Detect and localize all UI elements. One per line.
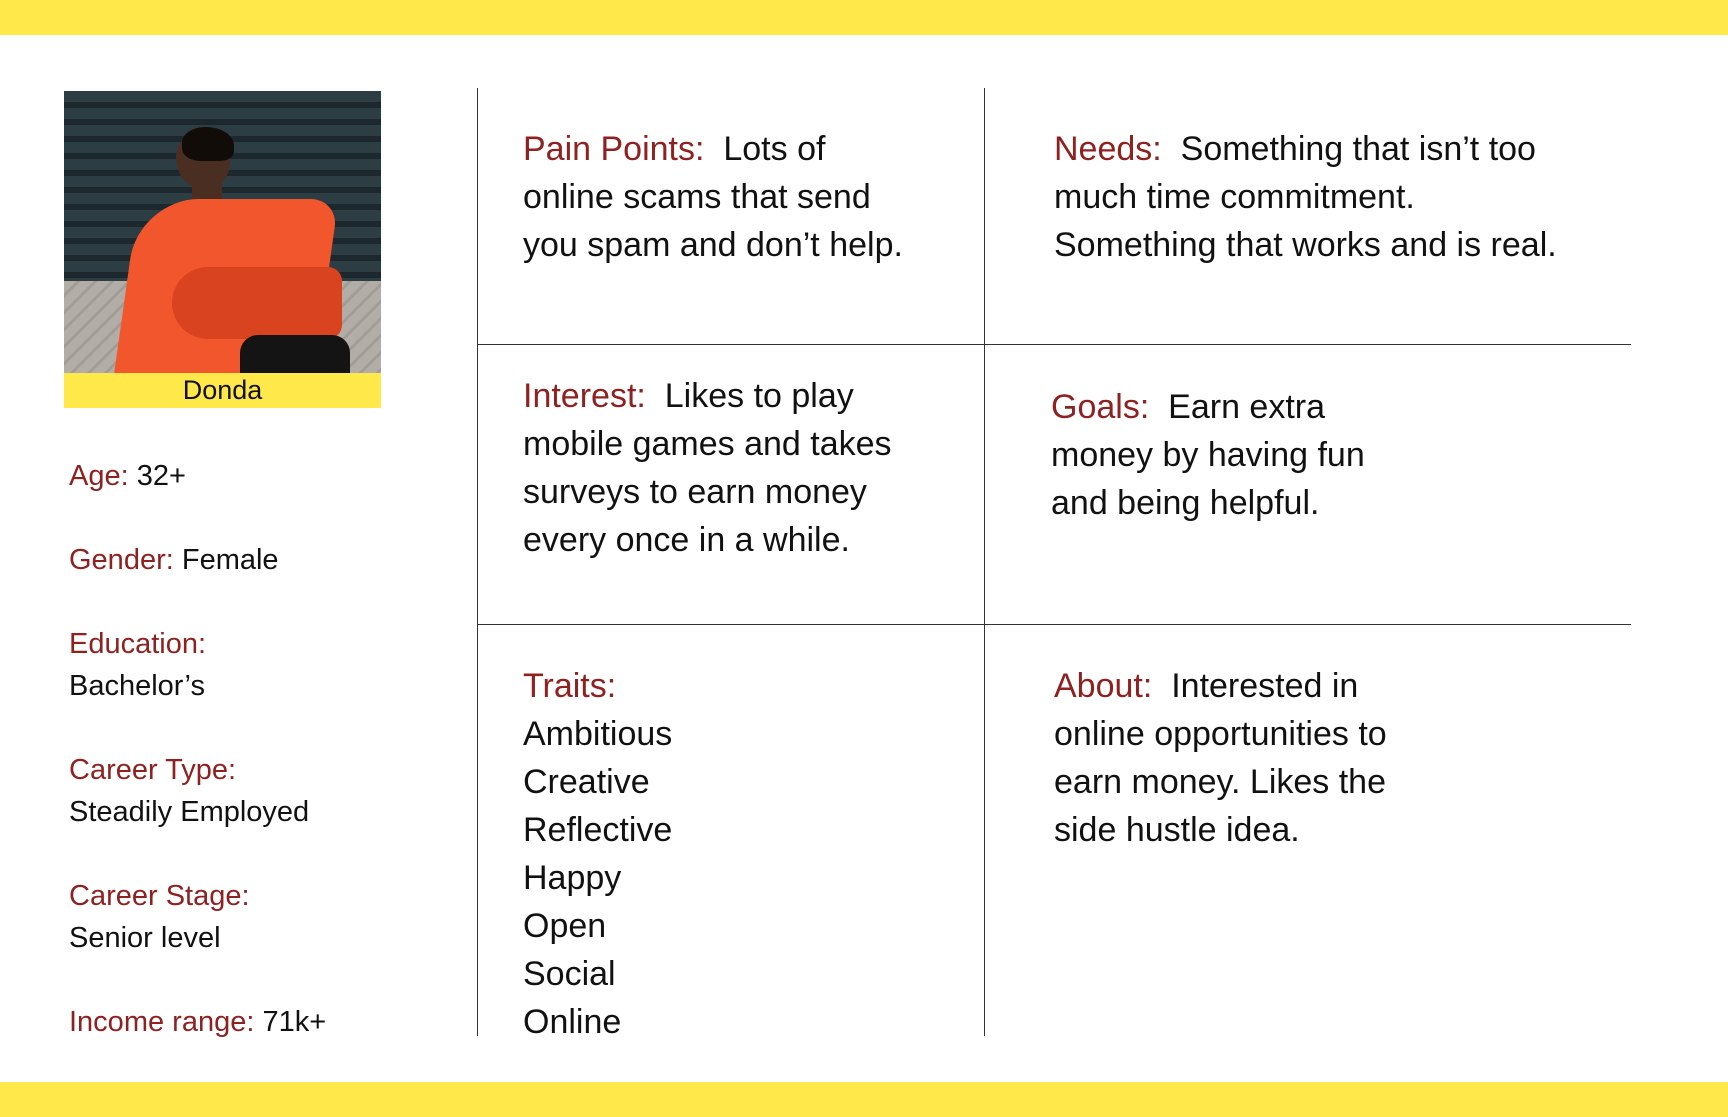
bottom-accent-band: [0, 1082, 1728, 1117]
pain-points-section: [523, 125, 973, 269]
career-stage-row: [69, 875, 429, 959]
needs-section: [1054, 125, 1614, 269]
education-value: Bachelor’s: [69, 670, 205, 702]
trait-item: Creative: [523, 763, 650, 801]
about-text-1: Interested in: [1171, 667, 1359, 705]
needs-line-1: [1054, 125, 1614, 173]
column-divider-middle: [984, 88, 985, 1036]
column-divider-left: [477, 88, 478, 1036]
career-type-value: Steadily Employed: [69, 796, 310, 828]
photo-sleeve: [172, 267, 342, 339]
age-label: Age:: [69, 460, 129, 492]
traits-label: Traits:: [523, 667, 617, 705]
row-divider-upper: [477, 344, 1631, 345]
income-value: 71k+: [262, 1006, 327, 1038]
about-section: [1054, 662, 1614, 854]
gender-value: Female: [181, 544, 279, 576]
trait-item: Open: [523, 907, 607, 945]
interest-text-2: mobile games and takes: [523, 425, 892, 463]
interest-text-3: surveys to earn money: [523, 473, 867, 511]
career-type-row: [69, 749, 429, 833]
about-text-3: earn money. Likes the: [1054, 763, 1386, 801]
education-row: [69, 623, 429, 707]
gender-label: Gender:: [69, 544, 174, 576]
goals-text-3: and being helpful.: [1051, 484, 1320, 522]
trait-item: Reflective: [523, 811, 673, 849]
needs-text-1: Something that isn’t too: [1180, 130, 1536, 168]
career-stage-value: Senior level: [69, 922, 221, 954]
traits-section: [523, 662, 973, 1046]
interest-section: [523, 372, 973, 564]
career-type-label: Career Type:: [69, 754, 237, 786]
about-label: About:: [1054, 667, 1153, 705]
pain-points-text-3: you spam and don’t help.: [523, 226, 903, 264]
persona-name: Donda: [64, 373, 381, 408]
pain-points-text-2: online scams that send: [523, 178, 871, 216]
interest-text-1: Likes to play: [664, 377, 854, 415]
pain-points-label: Pain Points:: [523, 130, 705, 168]
persona-card: [64, 91, 381, 408]
gender-row: [69, 539, 429, 581]
career-stage-label: Career Stage:: [69, 880, 250, 912]
top-accent-band: [0, 0, 1728, 35]
education-label: Education:: [69, 628, 207, 660]
interest-text-4: every once in a while.: [523, 521, 850, 559]
income-row: [69, 1001, 429, 1043]
goals-section: [1051, 383, 1611, 527]
interest-label: Interest:: [523, 377, 646, 415]
needs-text-3: Something that works and is real.: [1054, 226, 1557, 264]
income-label: Income range:: [69, 1006, 255, 1038]
persona-photo: [64, 91, 381, 373]
pain-points-line-1: [523, 125, 973, 173]
about-text-4: side hustle idea.: [1054, 811, 1300, 849]
trait-item: Social: [523, 955, 616, 993]
photo-hair: [182, 127, 234, 161]
needs-label: Needs:: [1054, 130, 1162, 168]
goals-label: Goals:: [1051, 388, 1150, 426]
interest-line-1: [523, 372, 973, 420]
trait-item: Online: [523, 1003, 622, 1041]
trait-item: Happy: [523, 859, 622, 897]
about-text-2: online opportunities to: [1054, 715, 1387, 753]
goals-text-2: money by having fun: [1051, 436, 1365, 474]
photo-pants: [240, 335, 350, 373]
pain-points-text-1: Lots of: [723, 130, 826, 168]
needs-text-2: much time commitment.: [1054, 178, 1415, 216]
goals-text-1: Earn extra: [1168, 388, 1326, 426]
row-divider-lower: [477, 624, 1631, 625]
age-value: 32+: [136, 460, 186, 492]
trait-item: Ambitious: [523, 715, 673, 753]
goals-line-1: [1051, 383, 1611, 431]
about-line-1: [1054, 662, 1614, 710]
age-row: [69, 455, 429, 497]
